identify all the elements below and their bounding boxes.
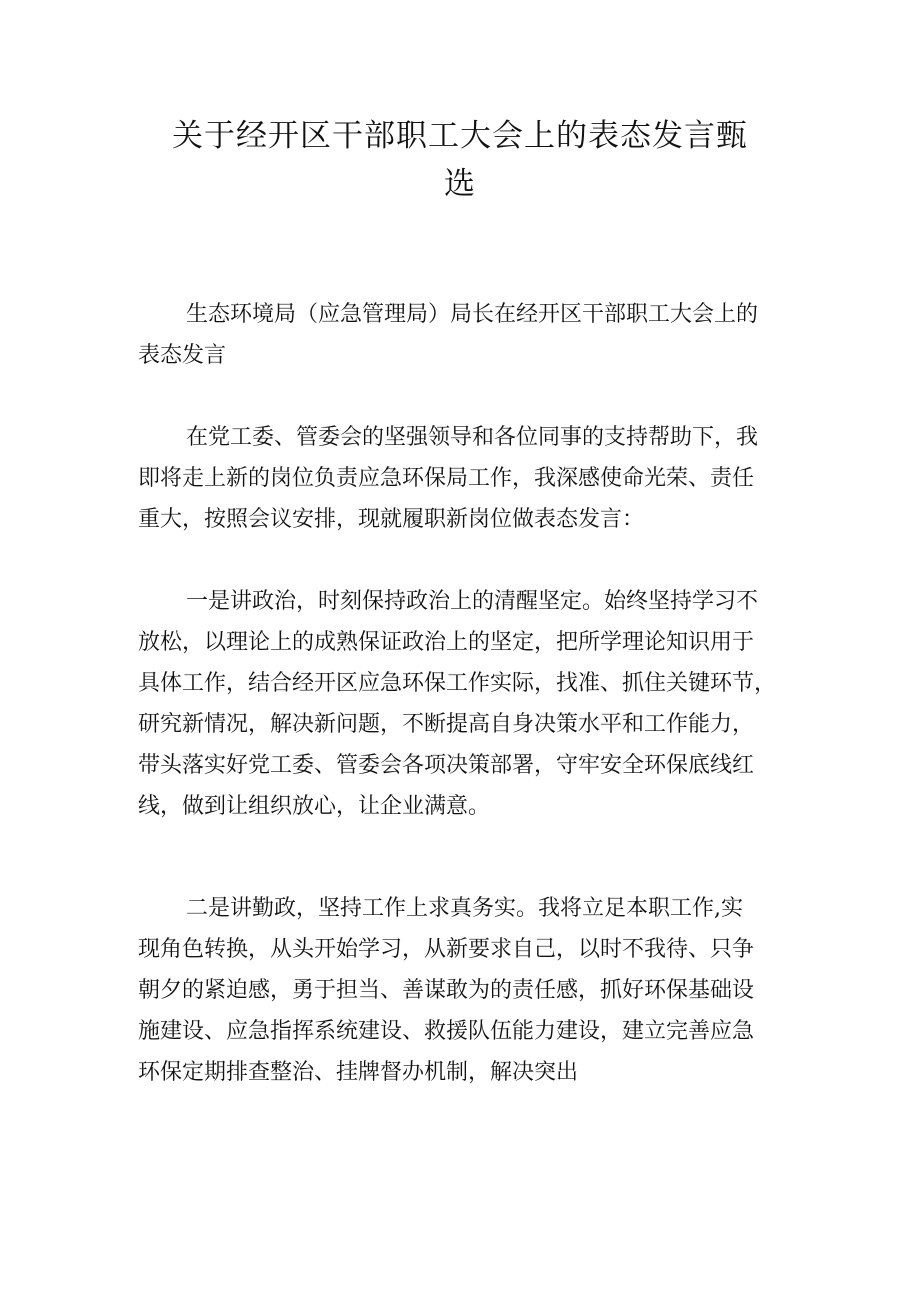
paragraph-line: 环保定期排查整治、挂牌督办机制，解决突出 — [138, 1060, 579, 1085]
paragraph-line: 二是讲勤政，坚持工作上求真务实。我将立足本职工作,实 — [186, 896, 743, 921]
paragraph-line: 具体工作，结合经开区应急环保工作实际，找准、抓住关键环节， — [138, 671, 777, 696]
paragraph-line: 重大，按照会议安排，现就履职新岗位做表态发言： — [138, 507, 645, 532]
paragraph-line: 一是讲政治，时刻保持政治上的清醒坚定。始终坚持学习不 — [186, 589, 759, 614]
paragraph-line: 施建设、应急指挥系统建设、救援队伍能力建设，建立完善应急 — [138, 1019, 755, 1044]
paragraph-line: 生态环境局（应急管理局）局长在经开区干部职工大会上的 — [186, 302, 759, 327]
title-line: 关于经开区干部职工大会上的表态发言甄 — [172, 118, 748, 154]
paragraph-line: 现角色转换，从头开始学习，从新要求自己，以时不我待、只争 — [138, 937, 755, 962]
subtitle-paragraph — [138, 294, 788, 376]
paragraph-line: 在党工委、管委会的坚强领导和各位同事的支持帮助下，我 — [186, 425, 759, 450]
paragraph-line: 研究新情况，解决新问题，不断提高自身决策水平和工作能力， — [138, 712, 755, 737]
paragraph-line: 线，做到让组织放心，让企业满意。 — [138, 794, 491, 819]
paragraph-line: 放松，以理论上的成熟保证政治上的坚定，把所学理论知识用于 — [138, 630, 755, 655]
intro-paragraph — [138, 417, 788, 540]
paragraph-line: 表态发言 — [138, 343, 227, 368]
paragraph-line: 朝夕的紧迫感，勇于担当、善谋敢为的责任感，抓好环保基础设 — [138, 978, 755, 1003]
paragraph-line: 即将走上新的岗位负责应急环保局工作，我深感使命光荣、责任 — [138, 466, 755, 491]
paragraph-line: 带头落实好党工委、管委会各项决策部署，守牢安全环保底线红 — [138, 753, 755, 778]
politics-paragraph — [138, 581, 788, 827]
diligence-paragraph — [138, 888, 788, 1093]
title-line: 选 — [444, 166, 476, 202]
document-title — [120, 112, 800, 208]
